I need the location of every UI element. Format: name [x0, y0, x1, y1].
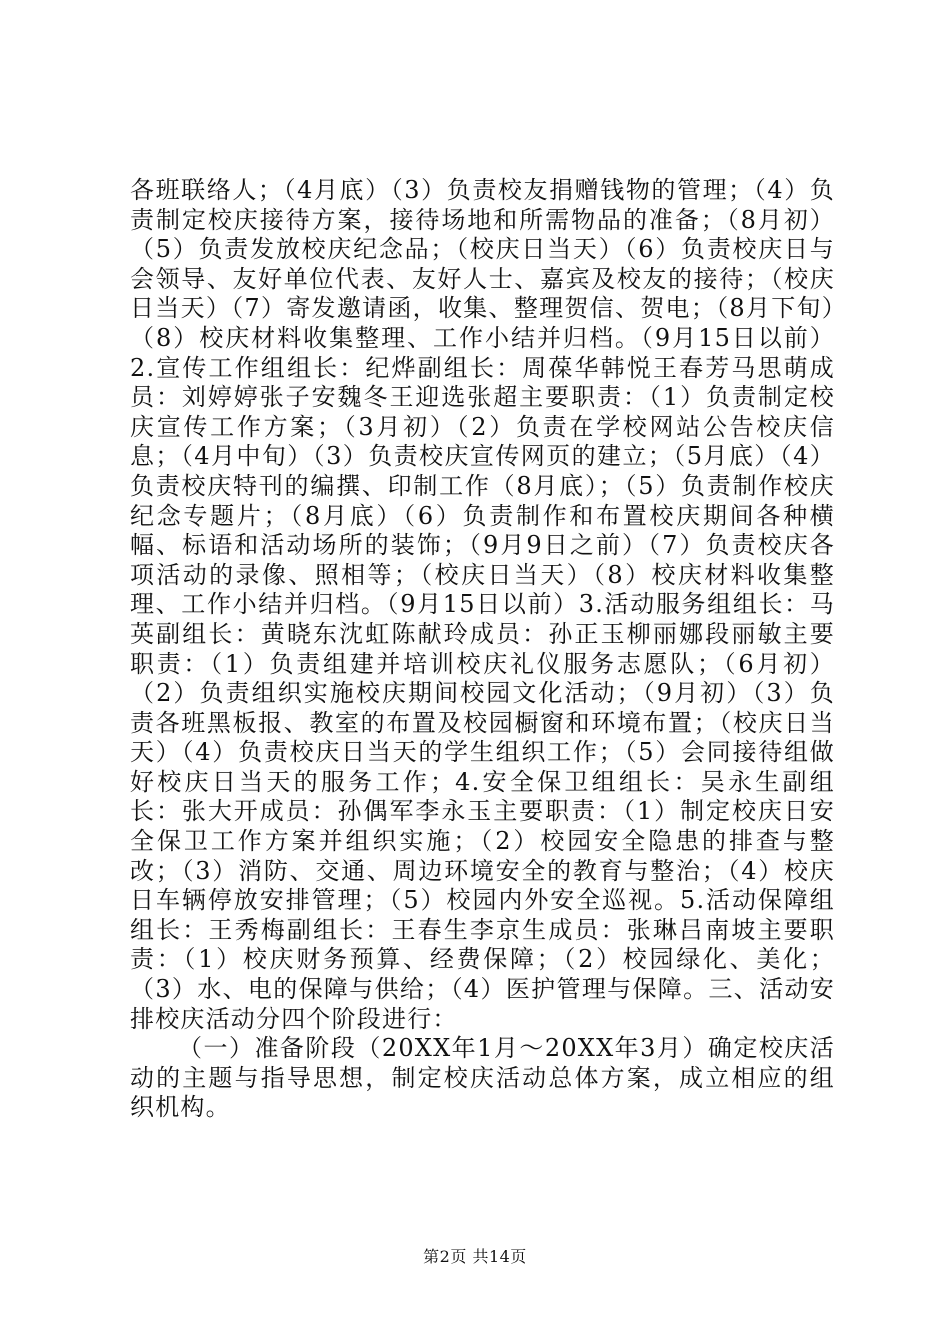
page-number-footer: 第2页 共14页: [423, 1247, 527, 1266]
body-paragraph-indented: （一）准备阶段（20XX年1月～20XX年3月）确定校庆活动的主题与指导思想，制定校庆活动总体方案，成立相应的组织机构。: [130, 1034, 835, 1122]
body-paragraph: 各班联络人；（4月底）（3）负责校友捐赠钱物的管理；（4）负责制定校庆接待方案，接待场地和所需物品的准备；（8月初）（5）负责发放校庆纪念品；（校庆日当天）（6）负责校庆日与会领导、友好单位代表、友好人士、嘉宾及校友的接待；（校庆日当天）（7）寄发邀请函，收集、整理贺信、贺电；（8月下旬）（8）校庆材料收集整理、工作小结并归档。（9月15日以前）2.宣传工作组组长：纪烨副组长：周葆华韩悦王春芳马思萌成员：刘婷婷张子安魏冬王迎选张超主要职责：（1）负责制定校庆宣传工作方案；（3月初）（2）负责在学校网站公告校庆信息；（4月中旬）（3）负责校庆宣传网页的建立；（5月底）（4）负责校庆特刊的编撰、印制工作（8月底）；（5）负责制作校庆纪念专题片；（8月底）（6）负责制作和布置校庆期间各种横幅、标语和活动场所的装饰；（9月9日之前）（7）负责校庆各项活动的录像、照相等；（校庆日当天）（8）校庆材料收集整理、工作小结并归档。（9月15日以前）3.活动服务组组长：马英副组长：黄晓东沈虹陈献玲成员：孙正玉柳丽娜段丽敏主要职责：（1）负责组建并培训校庆礼仪服务志愿队；（6月初）（2）负责组织实施校庆期间校园文化活动；（9月初）（3）负责各班黑板报、教室的布置及校园橱窗和环境布置；（校庆日当天）（4）负责校庆日当天的学生组织工作；（5）会同接待组做好校庆日当天的服务工作；4.安全保卫组组长：吴永生副组长：张大开成员：孙偶军李永玉主要职责：（1）制定校庆日安全保卫工作方案并组织实施；（2）校园安全隐患的排查与整改；（3）消防、交通、周边环境安全的教育与整治；（4）校庆日车辆停放安排管理；（5）校园内外安全巡视。5.活动保障组组长：王秀梅副组长：王春生李京生成员：张琳吕南坡主要职责：（1）校庆财务预算、经费保障；（2）校园绿化、美化；（3）水、电的保障与供给；（4）医护管理与保障。三、活动安排校庆活动分四个阶段进行：: [130, 176, 835, 1033]
